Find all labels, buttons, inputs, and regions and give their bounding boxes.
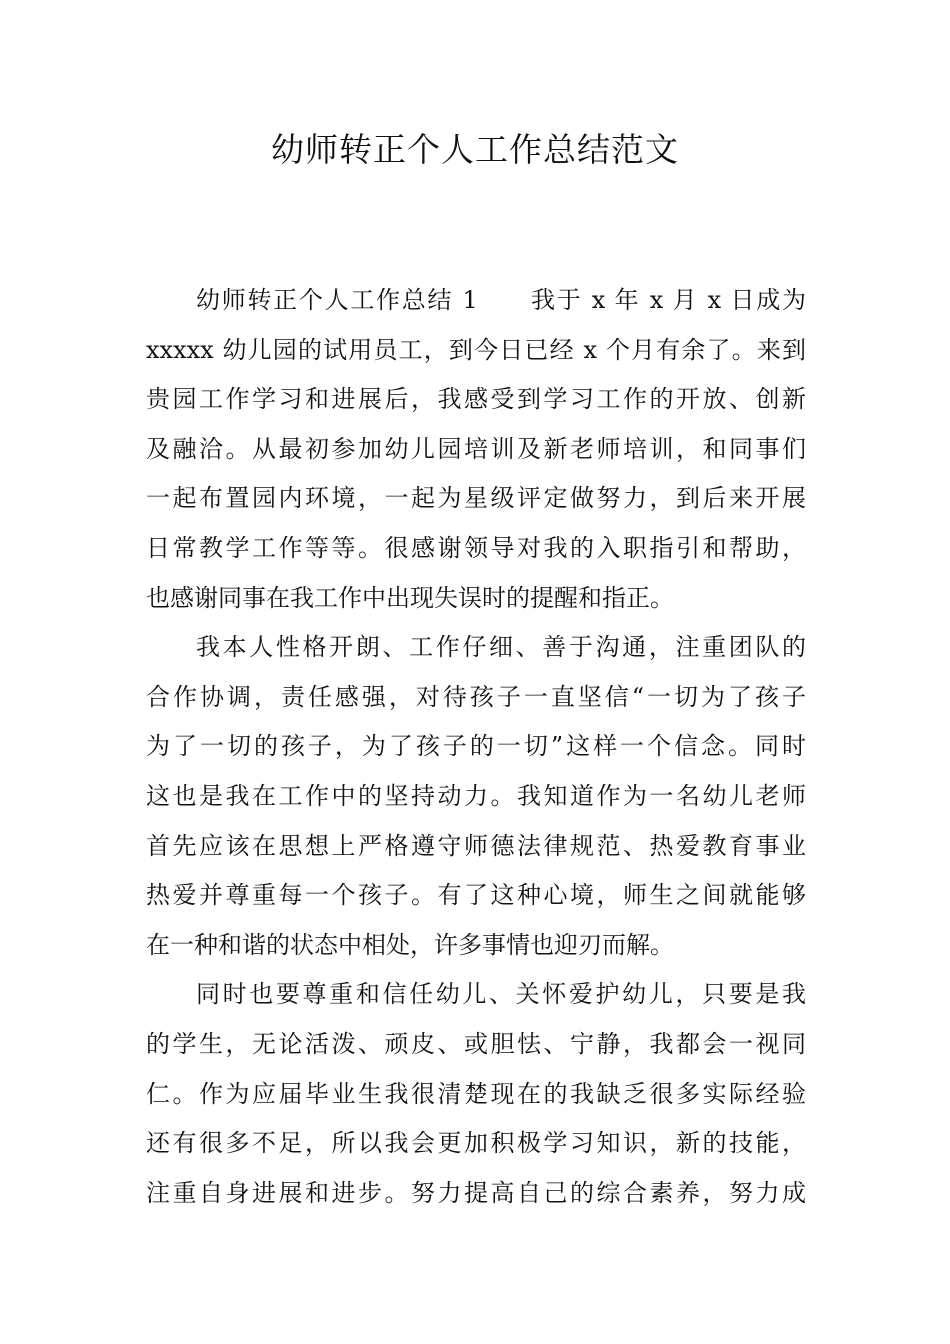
paragraph-line: 为了一切的孩子，为了孩子的一切”这样一个信念。同时 bbox=[146, 732, 806, 761]
paragraph-line: 同时也要尊重和信任幼儿、关怀爱护幼儿，只要是我 bbox=[196, 980, 806, 1009]
paragraph-line: 也感谢同事在我工作中出现失误时的提醒和指正。 bbox=[146, 583, 674, 612]
paragraph-line: xxxxx 幼儿园的试用员工，到今日已经 x 个月有余了。来到 bbox=[146, 335, 806, 364]
paragraph-line: 首先应该在思想上严格遵守师德法律规范、热爱教育事业 bbox=[146, 831, 806, 860]
paragraph-line: 热爱并尊重每一个孩子。有了这种心境，师生之间就能够 bbox=[146, 881, 806, 910]
paragraph-line: 注重自身进展和进步。努力提高自己的综合素养，努力成 bbox=[146, 1178, 806, 1207]
paragraph-line: 贵园工作学习和进展后，我感受到学习工作的开放、创新 bbox=[146, 385, 806, 414]
document-body bbox=[146, 276, 806, 1218]
paragraph-line: 的学生，无论活泼、顽皮、或胆怯、宁静，我都会一视同 bbox=[146, 1029, 806, 1058]
paragraph-line: 一起布置园内环境，一起为星级评定做努力，到后来开展 bbox=[146, 484, 806, 513]
paragraph-line: 及融洽。从最初参加幼儿园培训及新老师培训，和同事们 bbox=[146, 434, 806, 463]
paragraph-line: 仁。作为应届毕业生我很清楚现在的我缺乏很多实际经验 bbox=[146, 1079, 806, 1108]
paragraph-line: 幼师转正个人工作总结 1 我于 x 年 x 月 x 日成为 bbox=[196, 286, 806, 314]
paragraph-line: 在一种和谐的状态中相处，许多事情也迎刃而解。 bbox=[146, 930, 674, 959]
document-title: 幼师转正个人工作总结范文 bbox=[271, 130, 679, 169]
paragraph-line: 我本人性格开朗、工作仔细、善于沟通，注重团队的 bbox=[196, 633, 806, 662]
paragraph-line: 合作协调，责任感强，对待孩子一直坚信“一切为了孩子 bbox=[146, 682, 806, 711]
paragraph-line: 这也是我在工作中的坚持动力。我知道作为一名幼儿老师 bbox=[146, 781, 806, 810]
paragraph-line: 还有很多不足，所以我会更加积极学习知识，新的技能， bbox=[146, 1129, 806, 1158]
paragraph-line: 日常教学工作等等。很感谢领导对我的入职指引和帮助， bbox=[146, 533, 806, 562]
